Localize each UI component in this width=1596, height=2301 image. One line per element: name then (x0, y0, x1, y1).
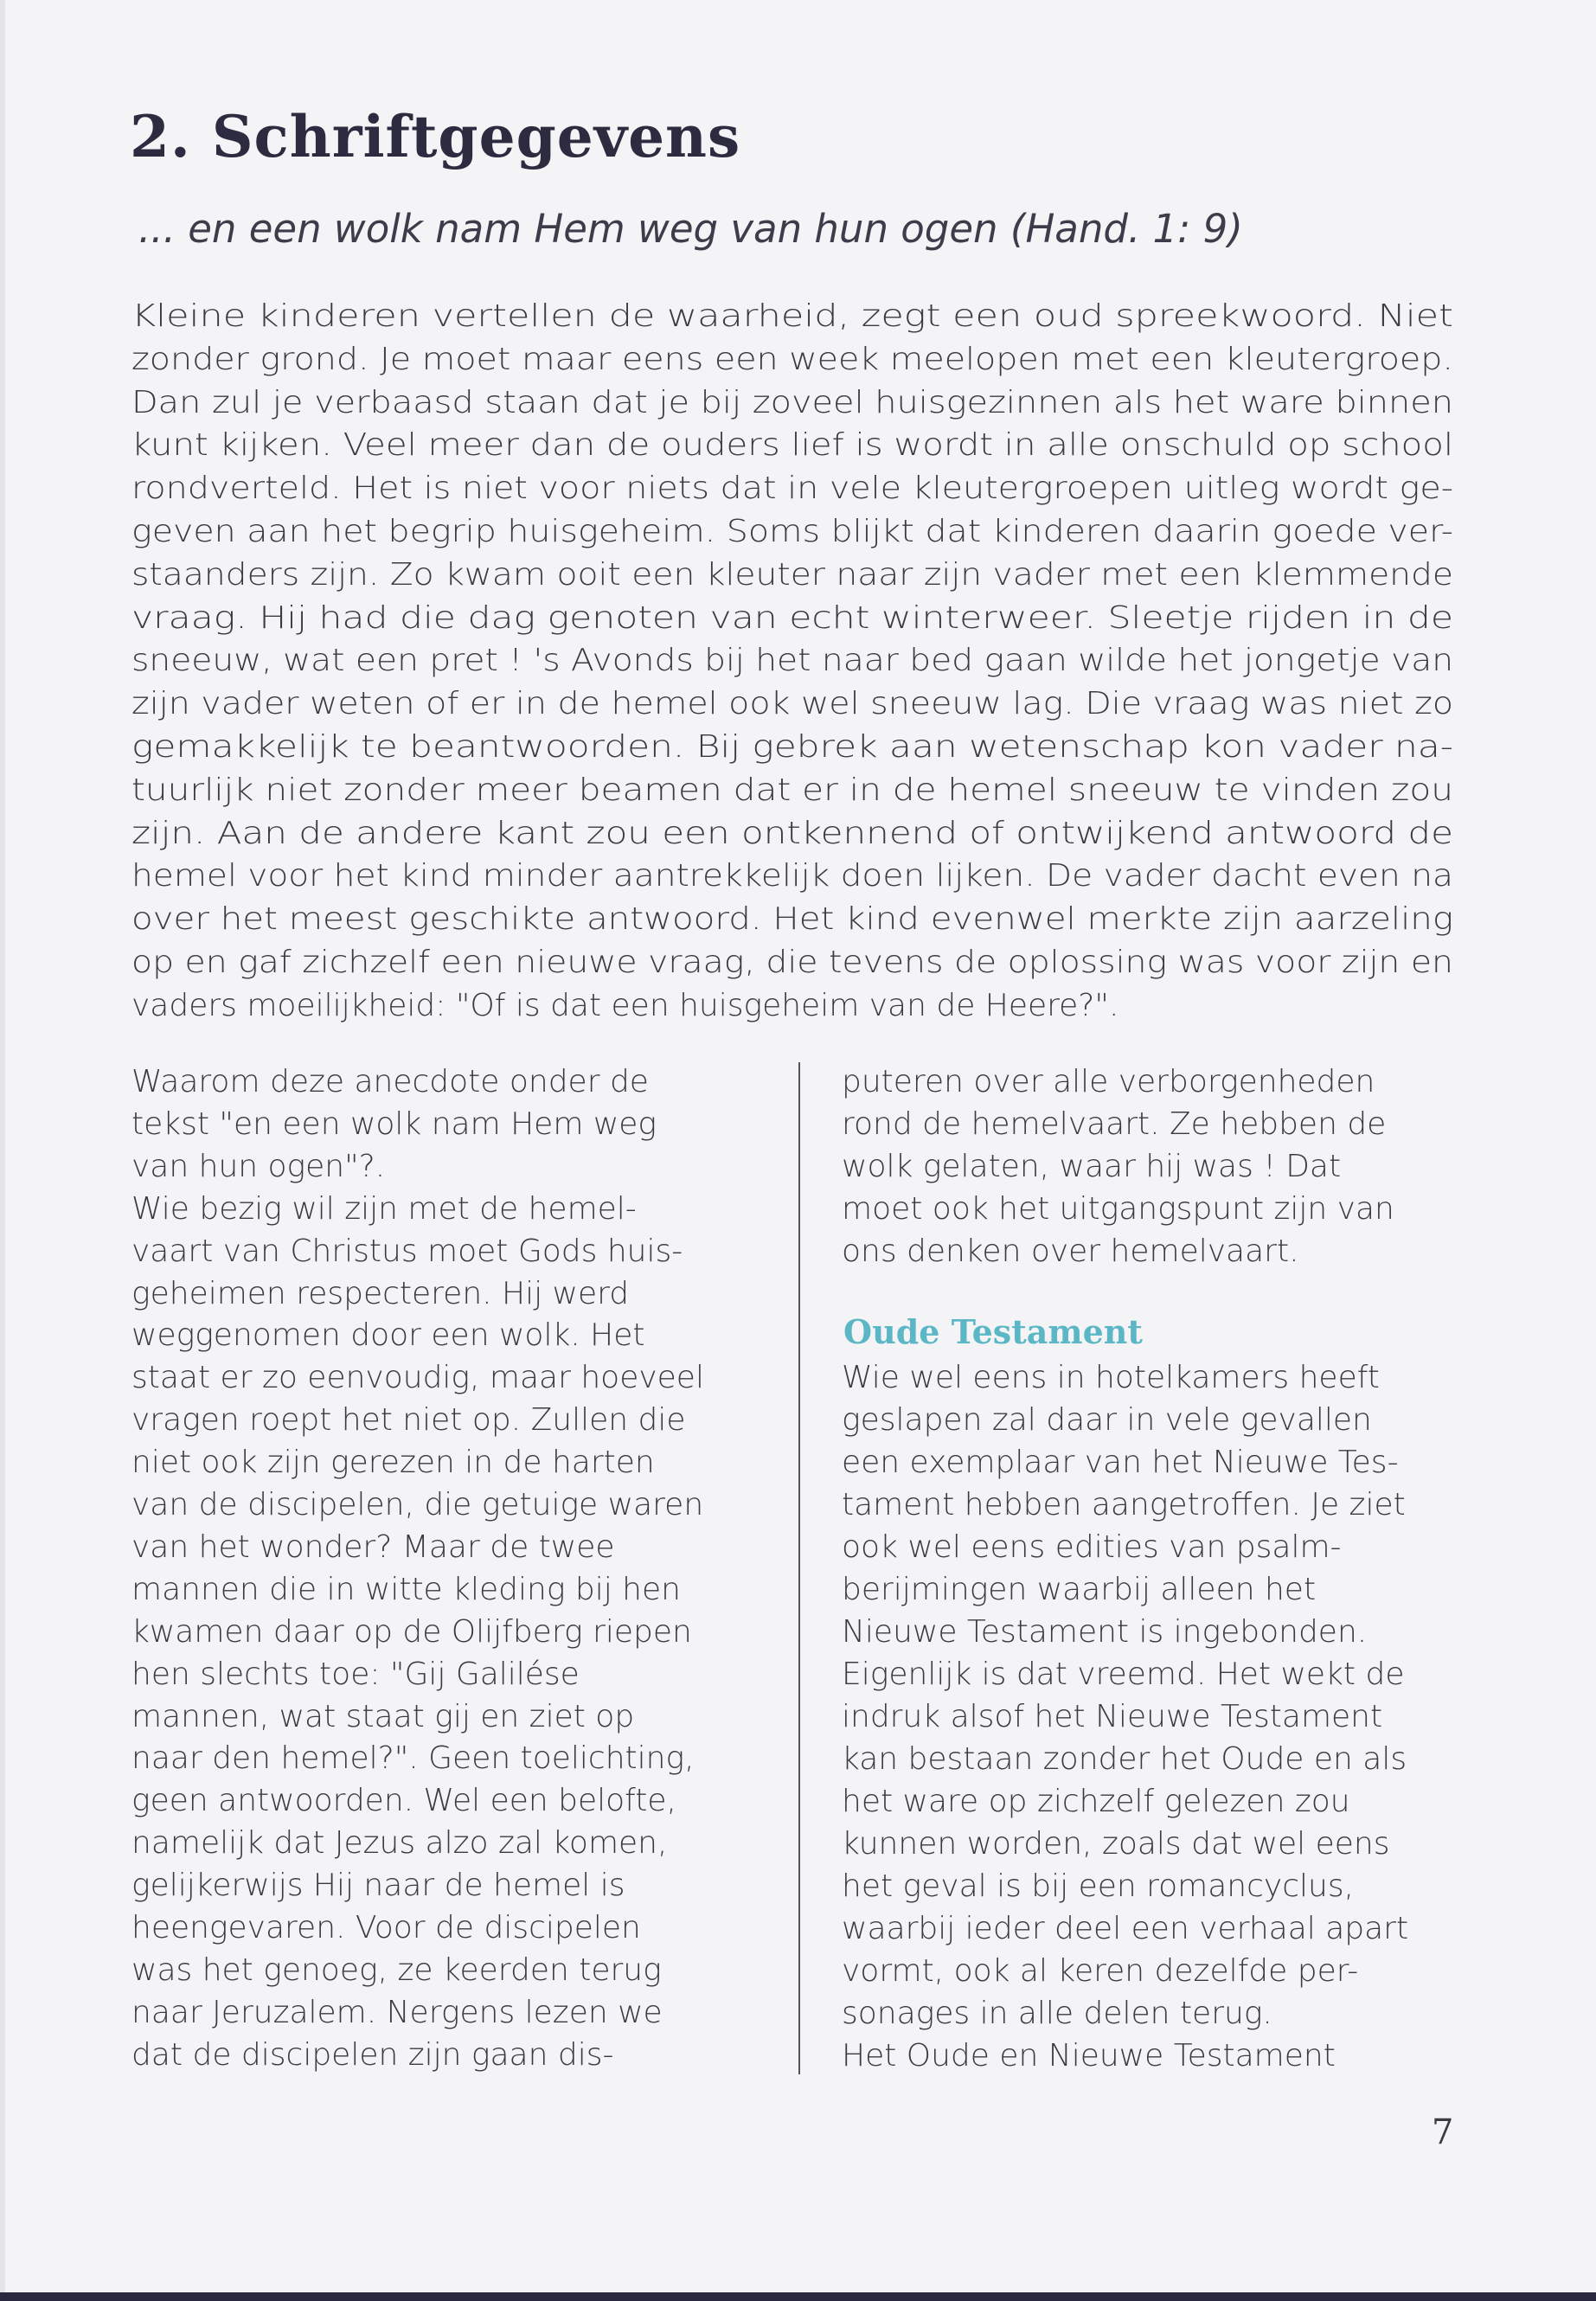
text-line: van hun ogen"?. (131, 1148, 386, 1184)
text-line: vaders moeilijkheid: "Of is dat een huisgeheim van de Heere?". (131, 987, 1119, 1023)
text-line: waarbij ieder deel een verhaal apart (842, 1911, 1409, 1946)
text-line: gemakkelijk te beantwoorden. Bij gebrek aan wetenschap kon vader na- (131, 729, 1454, 765)
page-number: 7 (1432, 2112, 1454, 2152)
text-line: naar Jeruzalem. Nergens lezen we (131, 1994, 663, 2030)
text-line: staanders zijn. Zo kwam ooit een kleuter naar zijn vader met een klemmende (131, 556, 1454, 593)
text-line: was het genoeg, ze keerden terug (131, 1952, 662, 1988)
text-line: zijn. Aan de andere kant zou een ontkennend of ontwijkend antwoord de (131, 815, 1453, 851)
text-line: hemel voor het kind minder aantrekkelijk doen lijken. De vader dacht even na (131, 858, 1453, 894)
text-line: het ware op zichzelf gelezen zou (842, 1784, 1350, 1819)
text-line: kan bestaan zonder het Oude en als (842, 1741, 1407, 1777)
text-line: Eigenlijk is dat vreemd. Het wekt de (842, 1657, 1405, 1692)
text-line: namelijk dat Jezus alzo zal komen, (131, 1825, 668, 1862)
text-line: puteren over alle verborgenheden (842, 1064, 1375, 1099)
text-line: Kleine kinderen vertellen de waarheid, zegt een oud spreekwoord. Niet (131, 298, 1453, 334)
text-line: zonder grond. Je moet maar eens een week meelopen met een kleutergroep. (131, 341, 1453, 377)
text-line: vraag. Hij had die dag genoten van echt winterweer. Sleetje rijden in de (131, 599, 1454, 636)
text-line: sneeuw, wat een pret ! 's Avonds bij het naar bed gaan wilde het jongetje van (131, 643, 1454, 679)
text-line: gelijkerwijs Hij naar de hemel is (131, 1868, 625, 1904)
text-line: Nieuwe Testament is ingebonden. (842, 1614, 1368, 1650)
text-line: geen antwoorden. Wel een belofte, (131, 1783, 676, 1819)
text-line: kunt kijken. Veel meer dan de ouders lief is wordt in alle onschuld op school (131, 427, 1454, 464)
text-line: Wie wel eens in hotelkamers heeft (842, 1360, 1380, 1395)
text-line: geslapen zal daar in vele gevallen (842, 1402, 1372, 1438)
text-line: mannen, wat staat gij en ziet op (131, 1698, 635, 1734)
text-line: berijmingen waarbij alleen het (842, 1572, 1317, 1607)
text-line: ons denken over hemelvaart. (842, 1234, 1299, 1269)
text-line: kwamen daar op de Olijfberg riepen (131, 1613, 692, 1650)
text-line: over het meest geschikte antwoord. Het kind evenwel merkte zijn aarzeling (131, 901, 1454, 938)
text-line: mannen die in witte kleding bij hen (131, 1571, 681, 1607)
text-line: van de discipelen, die getuige waren (131, 1487, 704, 1522)
text-line: moet ook het uitgangspunt zijn van (842, 1191, 1394, 1227)
text-line: weggenomen door een wolk. Het (131, 1317, 645, 1354)
text-line: naar den hemel?". Geen toelichting, (131, 1740, 695, 1777)
text-line: geven aan het begrip huisgeheim. Soms blijkt dat kinderen daarin goede ver- (131, 514, 1454, 549)
text-line: Dan zul je verbaasd staan dat je bij zoveel huisgezinnen als het ware binnen (131, 384, 1454, 420)
text-line: rondverteld. Het is niet voor niets dat in vele kleutergroepen uitleg wordt ge- (131, 471, 1454, 507)
text-line: van het wonder? Maar de twee (131, 1529, 615, 1565)
text-line: ook wel eens edities van psalm- (842, 1529, 1342, 1565)
text-line: vaart van Christus moet Gods huis- (131, 1233, 683, 1269)
text-line: het geval is bij een romancyclus, (842, 1868, 1355, 1904)
text-line: Waarom deze anecdote onder de (131, 1064, 649, 1099)
text-line: hen slechts toe: "Gij Galilése (131, 1656, 580, 1692)
text-line: sonages in alle delen terug. (842, 1996, 1272, 2031)
text-line: Het Oude en Nieuwe Testament (842, 2038, 1336, 2073)
scan-bottom-edge (0, 2292, 1596, 2301)
text-line: geheimen respecteren. Hij werd (131, 1275, 630, 1311)
section-heading-oude-testament: Oude Testament (843, 1312, 1143, 1351)
text-line: vragen roept het niet op. Zullen die (131, 1402, 686, 1439)
chapter-subtitle: ... en een wolk nam Hem weg van hun ogen (Hand. 1: 9) (138, 206, 1243, 252)
text-line: zijn vader weten of er in de hemel ook wel sneeuw lag. Die vraag was niet zo (131, 686, 1453, 722)
text-line: rond de hemelvaart. Ze hebben de (842, 1106, 1387, 1142)
text-line: staat er zo eenvoudig, maar hoeveel (131, 1360, 704, 1396)
text-line: dat de discipelen zijn gaan dis- (131, 2036, 614, 2073)
column-divider (798, 1062, 800, 2074)
text-line: een exemplaar van het Nieuwe Tes- (842, 1445, 1399, 1480)
text-line: tekst "en een wolk nam Hem weg (131, 1106, 657, 1142)
text-line: Wie bezig wil zijn met de hemel- (131, 1190, 637, 1227)
text-line: niet ook zijn gerezen in de harten (131, 1445, 655, 1481)
text-line: indruk alsof het Nieuwe Testament (842, 1699, 1383, 1734)
text-line: op en gaf zichzelf een nieuwe vraag, die tevens de oplossing was voor zijn en (131, 945, 1453, 980)
chapter-title: 2. Schriftgegevens (130, 103, 741, 170)
text-line: kunnen worden, zoals dat wel eens (842, 1826, 1390, 1862)
text-line: heengevaren. Voor de discipelen (131, 1910, 641, 1945)
text-line: wolk gelaten, waar hij was ! Dat (842, 1149, 1342, 1184)
text-line: tuurlijk niet zonder meer beamen dat er in de hemel sneeuw te vinden zou (131, 772, 1453, 808)
text-line: tament hebben aangetroffen. Je ziet (842, 1487, 1406, 1522)
text-line: vormt, ook al keren dezelfde per- (842, 1953, 1359, 1989)
